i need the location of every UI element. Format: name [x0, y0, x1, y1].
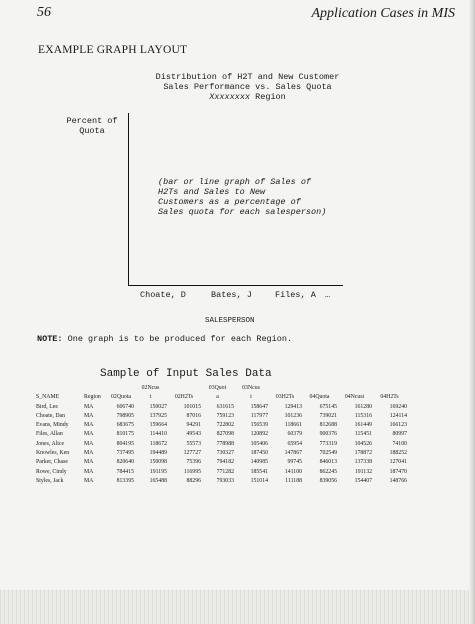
- table-cell: 862245: [319, 468, 337, 475]
- table-cell: 137925: [149, 412, 167, 419]
- x-axis-line: [128, 285, 343, 286]
- note-text: One graph is to be produced for each Region.: [67, 334, 293, 344]
- table-cell: 115451: [354, 431, 372, 438]
- table-header-cell: a: [216, 394, 219, 401]
- table-cell: 156539: [250, 422, 268, 429]
- table-cell: 161449: [354, 422, 372, 429]
- table-cell: MA: [84, 431, 94, 438]
- region-placeholder: Xxxxxxxx: [209, 92, 251, 102]
- salesperson-name-cell: Rowe, Cindy: [36, 468, 67, 475]
- table-body: [36, 403, 407, 487]
- table-cell: 116995: [183, 468, 201, 475]
- table-cell: 150027: [149, 403, 167, 410]
- table-cell: 114410: [149, 431, 167, 438]
- table-cell: 798905: [116, 412, 134, 419]
- table-cell: 683675: [116, 422, 134, 429]
- table-header-cell: [337, 384, 372, 393]
- table-cell: 129413: [284, 403, 302, 410]
- table-header-cell: 04H2Ts: [380, 394, 399, 401]
- table-cell: 127727: [183, 450, 201, 457]
- table-cell: 151014: [250, 477, 268, 484]
- placeholder-line-1: (bar or line graph of Sales of: [158, 177, 312, 187]
- table-cell: 900376: [319, 431, 337, 438]
- table-cell: 74100: [392, 440, 407, 447]
- table-cell: 820640: [116, 459, 134, 466]
- graph-title-line-3: [140, 92, 355, 102]
- table-cell: 793033: [216, 477, 234, 484]
- table-cell: 759123: [216, 412, 234, 419]
- table-header-cell: [36, 384, 84, 393]
- salesperson-name-cell: Styles, Jack: [36, 477, 64, 484]
- table-cell: 147867: [284, 450, 302, 457]
- table-cell: 101015: [183, 403, 201, 410]
- table-cell: 804195: [116, 440, 134, 447]
- table-cell: 94291: [186, 422, 201, 429]
- table-header-cell: [167, 384, 201, 393]
- table-cell: 118672: [149, 440, 167, 447]
- table-cell: MA: [84, 459, 94, 466]
- table-cell: 631615: [216, 403, 234, 410]
- x-label-choate: Choate, D: [140, 290, 186, 300]
- table-header-cell: S_NAME: [36, 394, 60, 401]
- table-row: [36, 458, 407, 467]
- table-cell: 771282: [216, 468, 234, 475]
- table-header-row-bottom: [36, 393, 407, 402]
- table-cell: 148766: [389, 477, 407, 484]
- table-cell: 124114: [389, 412, 407, 419]
- x-axis-title: SALESPERSON: [205, 317, 255, 325]
- table-cell: 87016: [186, 412, 201, 419]
- sample-title: Sample of Input Sales Data: [100, 368, 272, 380]
- table-cell: 118661: [284, 422, 302, 429]
- salesperson-name-cell: Knowles, Ken: [36, 450, 70, 457]
- table-header-row-top: [36, 384, 407, 393]
- table-cell: 810175: [116, 431, 134, 438]
- table-cell: 606740: [116, 403, 134, 410]
- table-header-cell: 04Quota: [309, 394, 330, 401]
- table-cell: 188252: [389, 450, 407, 457]
- table-cell: 154407: [354, 477, 372, 484]
- table-cell: 88296: [186, 477, 201, 484]
- salesperson-name-cell: Jones, Alice: [36, 440, 65, 447]
- table-cell: 730327: [216, 450, 234, 457]
- table-cell: 178872: [354, 450, 372, 457]
- placeholder-line-3: Customers as a percentage of: [158, 197, 301, 207]
- x-label-files: Files, A: [275, 290, 316, 300]
- salesperson-name-cell: Bird, Lee: [36, 403, 58, 410]
- placeholder-line-4: Sales quota for each salesperson): [158, 207, 327, 217]
- placeholder-line-2: H2Ts and Sales to New: [158, 187, 266, 197]
- salesperson-name-cell: Parker, Chase: [36, 459, 68, 466]
- table-cell: MA: [84, 440, 94, 447]
- table-cell: 194489: [149, 450, 167, 457]
- table-header-cell: 04Ncust: [344, 394, 365, 401]
- table-cell: 675145: [319, 403, 337, 410]
- table-cell: 165488: [149, 477, 167, 484]
- table-header-cell: 03Ncus: [242, 385, 260, 391]
- table-cell: 55573: [186, 440, 201, 447]
- table-cell: 140985: [250, 459, 268, 466]
- table-row: [36, 403, 407, 412]
- table-cell: 117977: [250, 412, 268, 419]
- table-header-cell: [108, 384, 134, 393]
- table-cell: 722802: [216, 422, 234, 429]
- graph-placeholder-text: [158, 177, 348, 217]
- table-cell: 784415: [116, 468, 134, 475]
- graph-title-line-2: Sales Performance vs. Sales Quota: [163, 82, 332, 92]
- table-cell: 166123: [389, 422, 407, 429]
- graph-title: [140, 72, 355, 102]
- salesperson-name-cell: Choate, Dan: [36, 412, 65, 419]
- table-header-cell: 02Quota: [111, 394, 131, 401]
- table-cell: 101236: [284, 412, 302, 419]
- table-header-cell: 02Ncus: [141, 385, 160, 391]
- table-cell: 111188: [285, 477, 302, 484]
- table-cell: 187470: [389, 468, 407, 475]
- scan-right-shadow: [469, 0, 475, 624]
- sales-data-table: [36, 384, 407, 486]
- table-cell: 737495: [116, 450, 134, 457]
- x-label-bates: Bates, J: [211, 290, 252, 300]
- y-axis-label-line-1: Percent of: [66, 116, 118, 126]
- table-cell: MA: [84, 477, 94, 484]
- x-label-ellipsis: …: [325, 290, 331, 300]
- table-cell: 75396: [186, 459, 201, 466]
- table-header-cell: 03Quot: [208, 385, 227, 391]
- table-cell: 839056: [319, 477, 337, 484]
- note-label: NOTE:: [37, 334, 63, 344]
- salesperson-name-cell: Files, Allan: [36, 431, 63, 438]
- table-cell: 794182: [216, 459, 234, 466]
- table-row: [36, 430, 407, 439]
- table-cell: 60379: [287, 431, 302, 438]
- table-cell: 141100: [284, 468, 302, 475]
- scan-bottom-band: [0, 590, 475, 624]
- y-axis-label: [62, 116, 122, 136]
- table-cell: 49543: [186, 431, 201, 438]
- table-row: [36, 412, 407, 421]
- table-cell: 187450: [250, 450, 268, 457]
- table-cell: 127041: [389, 459, 407, 466]
- table-cell: 169240: [389, 403, 407, 410]
- table-cell: 159664: [149, 422, 167, 429]
- table-row: [36, 421, 407, 430]
- y-axis-line: [128, 113, 129, 286]
- table-header-cell: t: [250, 394, 252, 401]
- table-cell: MA: [84, 422, 94, 429]
- table-cell: 813395: [116, 477, 134, 484]
- table-cell: 150098: [149, 459, 167, 466]
- graph-title-line-1: Distribution of H2T and New Customer: [155, 72, 340, 82]
- table-header-cell: [84, 384, 108, 393]
- table-header-cell: [302, 384, 337, 393]
- table-row: [36, 468, 407, 477]
- table-cell: 739021: [319, 412, 337, 419]
- table-cell: 105406: [250, 440, 268, 447]
- table-cell: 65954: [287, 440, 302, 447]
- table-cell: 846013: [319, 459, 337, 466]
- table-header-cell: [268, 384, 302, 393]
- table-cell: 161280: [354, 403, 372, 410]
- page-number: 56: [37, 5, 51, 20]
- table-row: [36, 440, 407, 449]
- table-cell: 104526: [354, 440, 372, 447]
- table-row: [36, 477, 407, 486]
- table-cell: 191132: [354, 468, 372, 475]
- section-title: EXAMPLE GRAPH LAYOUT: [38, 44, 188, 56]
- table-header-cell: t: [149, 394, 152, 401]
- region-suffix: Region: [255, 92, 286, 102]
- table-header-cell: Region: [84, 394, 101, 401]
- table-cell: 158647: [250, 403, 268, 410]
- table-cell: 120892: [250, 431, 268, 438]
- table-cell: 773319: [319, 440, 337, 447]
- table-cell: 778988: [216, 440, 234, 447]
- table-cell: 827098: [216, 431, 234, 438]
- table-header-cell: 03H2Ts: [275, 394, 295, 401]
- running-head: Application Cases in MIS: [311, 6, 455, 21]
- table-cell: MA: [84, 450, 94, 457]
- table-header-cell: [372, 384, 407, 393]
- table-cell: 702549: [319, 450, 337, 457]
- note: [37, 334, 292, 344]
- table-cell: 99745: [287, 459, 302, 466]
- table-cell: MA: [84, 403, 94, 410]
- table-header-cell: 02H2Ts: [174, 394, 194, 401]
- table-cell: 137338: [354, 459, 372, 466]
- table-row: [36, 449, 407, 458]
- table-cell: 185541: [250, 468, 268, 475]
- salesperson-name-cell: Evans, Mindy: [36, 422, 69, 429]
- table-cell: 115316: [354, 412, 372, 419]
- table-cell: MA: [84, 412, 94, 419]
- table-cell: 191195: [149, 468, 167, 475]
- table-cell: 80997: [392, 431, 407, 438]
- y-axis-label-line-2: Quota: [79, 126, 105, 136]
- table-cell: MA: [84, 468, 94, 475]
- table-cell: 812688: [319, 422, 337, 429]
